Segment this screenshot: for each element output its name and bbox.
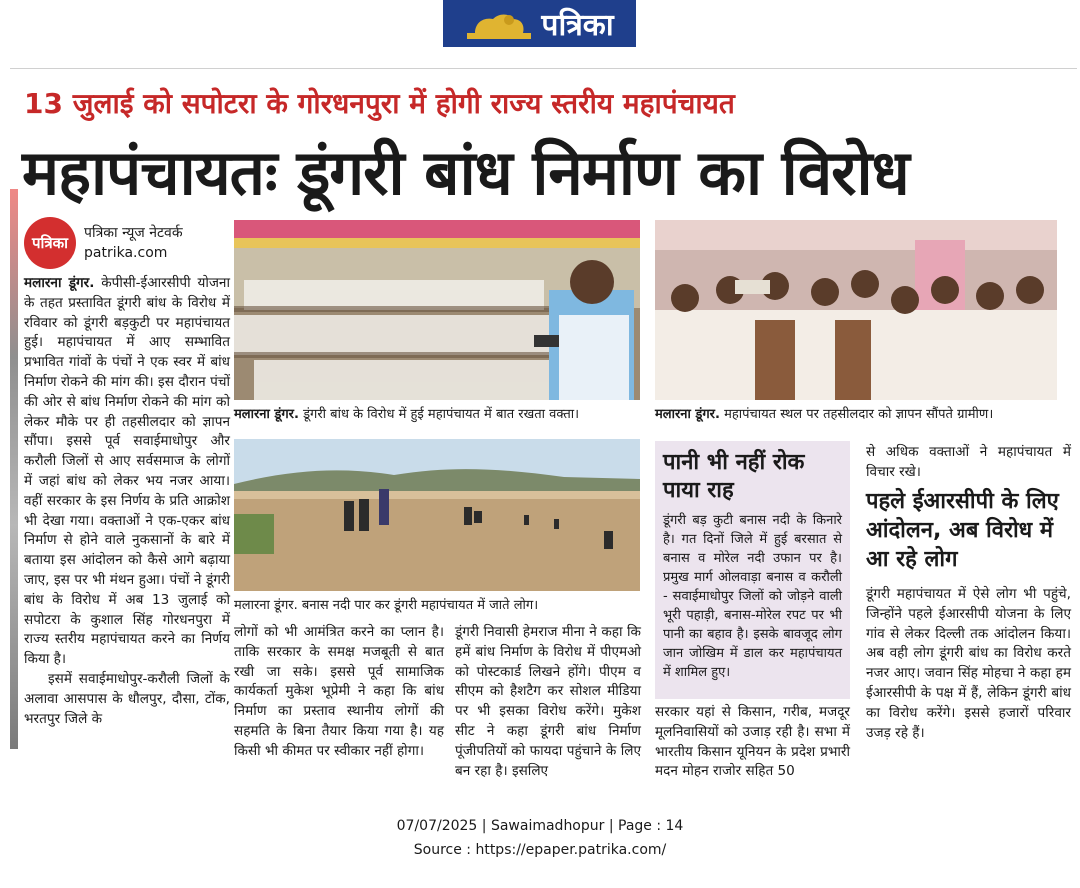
article-column-3: डूंगरी निवासी हेमराज मीना ने कहा कि हमें बांध निर्माण के विरोध में पीएमओ को पोस्टकार्ड लिखने होंगे। पीएम व सीएम को हैशटैग कर सोशल मीडिया पर भी इसका विरोध करेंगे। मुकेश सीट ने कहा डूंगरी बांध निर्माण पूंजीपतियों को फायदा पहुंचाने के लिए बन रहा है। इसलिए	[455, 624, 641, 779]
caption-text-1: डूंगरी बांध के विरोध में हुई महापंचायत में बात रखता वक्ता।	[303, 407, 580, 422]
dateline: मलारना डूंगर.	[24, 275, 95, 291]
sidebox-water	[655, 441, 850, 699]
article-body-2: इसमें सवाईमाधोपुर-करौली जिलों के अलावा आसपास के धौलपुर, दौसा, टोंक, भरतपुर जिले के	[24, 670, 230, 727]
subheading-ercp: पहले ईआरसीपी के लिए आंदोलन, अब विरोध में आ रहे लोग	[866, 489, 1059, 572]
article-column-4: सरकार यहां से किसान, गरीब, मजदूर मूलनिवासियों को उजाड़ रही है। सभा में भारतीय किसान यूनियन के प्रदेश प्रभारी मदन मोहन राजोर सहित 50	[655, 704, 850, 780]
sidebox-heading: पानी भी नहीं रोक पाया राह	[663, 450, 805, 503]
kicker-headline: 13 जुलाई को सपोटरा के गोरधनपुरा में होगी राज्य स्तरीय महापंचायत	[24, 87, 735, 120]
footer-date-page: 07/07/2025 | Sawaimadhopur | Page : 14	[396, 818, 684, 834]
byline-source: पत्रिका न्यूज नेटवर्क	[84, 225, 183, 241]
article-column-1	[24, 274, 230, 729]
byline	[24, 217, 183, 269]
patrika-badge-icon: पत्रिका	[24, 217, 76, 269]
photo-caption-1	[234, 406, 579, 424]
article-body-1: केपीसी-ईआरसीपी योजना के तहत प्रस्तावित डूंगरी बांध के विरोध में रविवार को डूंगरी बड़कुटी पर महापंचायत हुई। महापंचायत में आए सम्भावित प्रभावित गांवों के पंचों ने एक स्वर में बांध निर्माण रोकने की मांग की। इस दौरान पंचों की ओर से बांध निर्माण रोकने की मांग को लेकर मौके पर ही तहसीलदार को ज्ञापन सौंपा। इससे पूर्व सवाईमाधोपुर और करौली जिलों से आए सर्वसमाज के लोगों में जहां बांध को लेकर भय नजर आया। वहीं सरकार के इस निर्णय के प्रति आक्रोश भी देखा गया। वक्ताओं ने एक-एकर बांध निर्माण से होने वाले नुकसानों के बारे में बताया इस आंदोलन को कैसे आगे बढ़ाया जाए, इस पर भी मंथन हुआ। पंचों ने डूंगरी बांध के विरोध में अब 13 जुलाई को सपोटरा के कुशाल सिंह गोरधनपुरा में राज्य स्तरीय महापंचायत करने का निर्णय किया है।	[24, 275, 230, 668]
photo-caption-3: मलारना डूंगर. बनास नदी पार कर डूंगरी महापंचायत में जाते लोग।	[234, 598, 539, 613]
article-column-5: डूंगरी महापंचायत में ऐसे लोग भी पहुंचे, जिन्होंने पहले ईआरसीपी योजना के लिए गांव से लेकर दिल्ली तक आंदोलन किया। अब वही लोग डूंगरी बांध का विरोध करते नजर आए। जवान सिंह मोहचा ने कहा हम ईआरसीपी के पक्ष में हैं, लेकिन डूंगरी बांध का विरोध करेंगे। इससे हजारों परिवार उजड़ रहे हैं।	[866, 586, 1071, 741]
news-clipping	[10, 68, 1077, 790]
patrika-logo	[443, 0, 636, 47]
article-column-2: लोगों को भी आमंत्रित करने का प्लान है। ताकि सरकार के समक्ष मजबूती से बात रखी जा सके। इससे पूर्व सामाजिक कार्यकर्ता मुकेश भूप्रेमी ने कहा कि बांध निर्माण का प्रस्ताव स्थानीय लोगों की सहमति के बिना तैयार किया गया है। यह किसी भी कीमत पर स्वीकार नहीं होगा।	[234, 624, 444, 759]
page-edge-strip	[10, 189, 18, 749]
caption-place-2: मलारना डूंगर.	[655, 407, 720, 422]
footer-source: Source : https://epaper.patrika.com/	[413, 842, 667, 858]
article-column-5-top: से अधिक वक्ताओं ने महापंचायत में विचार रखे।	[866, 444, 1071, 480]
photo-caption-2	[655, 406, 993, 424]
caption-text-2: महापंचायत स्थल पर तहसीलदार को ज्ञापन सौंपते ग्रामीण।	[724, 407, 994, 422]
main-headline: महापंचायतः डूंगरी बांध निर्माण का विरोध	[22, 136, 909, 209]
photo-speaker-at-mahapanchayat	[234, 220, 640, 400]
photo-river-crossing	[234, 439, 640, 591]
caption-place-1: मलारना डूंगर.	[234, 407, 299, 422]
lion-emblem-icon	[465, 7, 533, 41]
photo-memorandum-handover	[655, 220, 1057, 400]
sidebox-text: डूंगरी बड़ कुटी बनास नदी के किनारे है। गत दिनों जिले में हुई बरसात से बनास व मोरेल नदी उफान पर है। प्रमुख मार्ग ओलवाड़ा बनास व करौली - सवाईमाधोपुर जिलों को जोड़ने वाली भूरी पहाड़ी, बनास-मोरेल रपट पर भी पानी का बहाव है। इसके बावजूद लोग जान जोखिम में डाल कर महापंचायत में शामिल हुए।	[663, 513, 842, 680]
byline-site: patrika.com	[84, 245, 168, 261]
masthead-name: पत्रिका	[541, 8, 614, 43]
